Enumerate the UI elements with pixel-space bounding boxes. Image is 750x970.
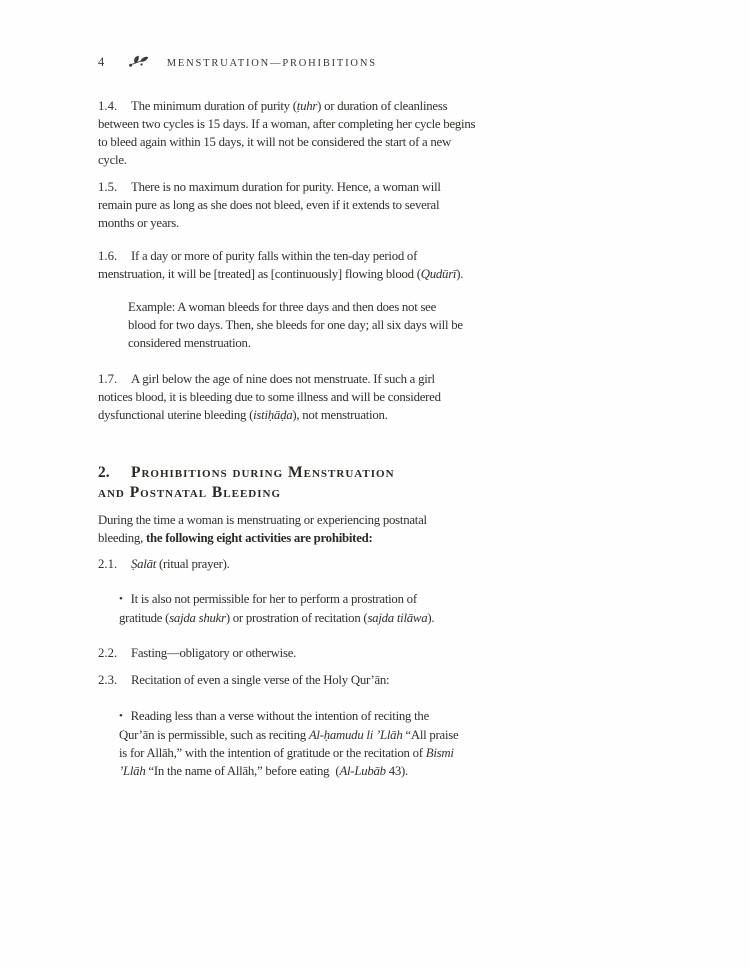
fleuron-icon (128, 54, 150, 73)
paragraph-1-7: 1.7. A girl below the age of nine does not menstruate. If such a girl notices blood, it is bleeding due to some illness and will be considered dysfunctional uterine bleeding (istiḥāḍa), not menstruation. (98, 372, 441, 422)
paragraph-1-6: 1.6. If a day or more of purity falls within the ten-day period of menstruation, it will be [treated] as [continuously] flowing blood (Qudūrī). (98, 249, 464, 281)
section-heading: 2. Prohibitions during Menstruation and Postnatal Bleeding (98, 464, 395, 501)
bullet-icon: • (119, 593, 123, 605)
example-block: Example: A woman bleeds for three days and then does not see blood for two days. Then, she bleeds for one day; all six days will be considered menstruation. (128, 300, 463, 350)
bullet-icon: • (119, 710, 123, 722)
paragraph-1-4: 1.4. The minimum duration of purity (ṭuhr) or duration of cleanliness between two cycles is 15 days. If a woman, after completing her cycle begins to bleed again within 15 days, it will not be considered the start of a new cycle. (98, 99, 476, 167)
running-title: MENSTRUATION—PROHIBITIONS (166, 58, 377, 69)
paragraph-1-5: 1.5. There is no maximum duration for purity. Hence, a woman will remain pure as long as she does not bleed, even if it extends to several months or years. (98, 180, 441, 230)
page-number: 4 (98, 55, 105, 69)
page-content (98, 97, 510, 780)
section-intro: During the time a woman is menstruating or experiencing postnatal bleeding, the following eight activities are prohibited: (98, 513, 427, 545)
paragraph-2-1: 2.1. Ṣalāt (ritual prayer). (98, 557, 230, 571)
paragraph-2-2: 2.2. Fasting—obligatory or otherwise. (98, 646, 297, 660)
running-header (98, 52, 377, 71)
paragraph-2-3: 2.3. Recitation of even a single verse of the Holy Qur’ān: (98, 673, 390, 687)
bullet-prostration: • It is also not permissible for her to perform a prostration of gratitude (sajda shukr) or prostration of recitation (sajda tilāwa). (119, 592, 435, 625)
bullet-recitation: • Reading less than a verse without the intention of reciting the Qur’ān is permissible, such as reciting Al-ḥamudu li ’Llāh “All praise is for Allāh,” with the intention of gratitude or the recitation of Bismi ’Llāh “In the name of Allāh,” before eating (Al-Lubāb 43). (119, 709, 459, 778)
